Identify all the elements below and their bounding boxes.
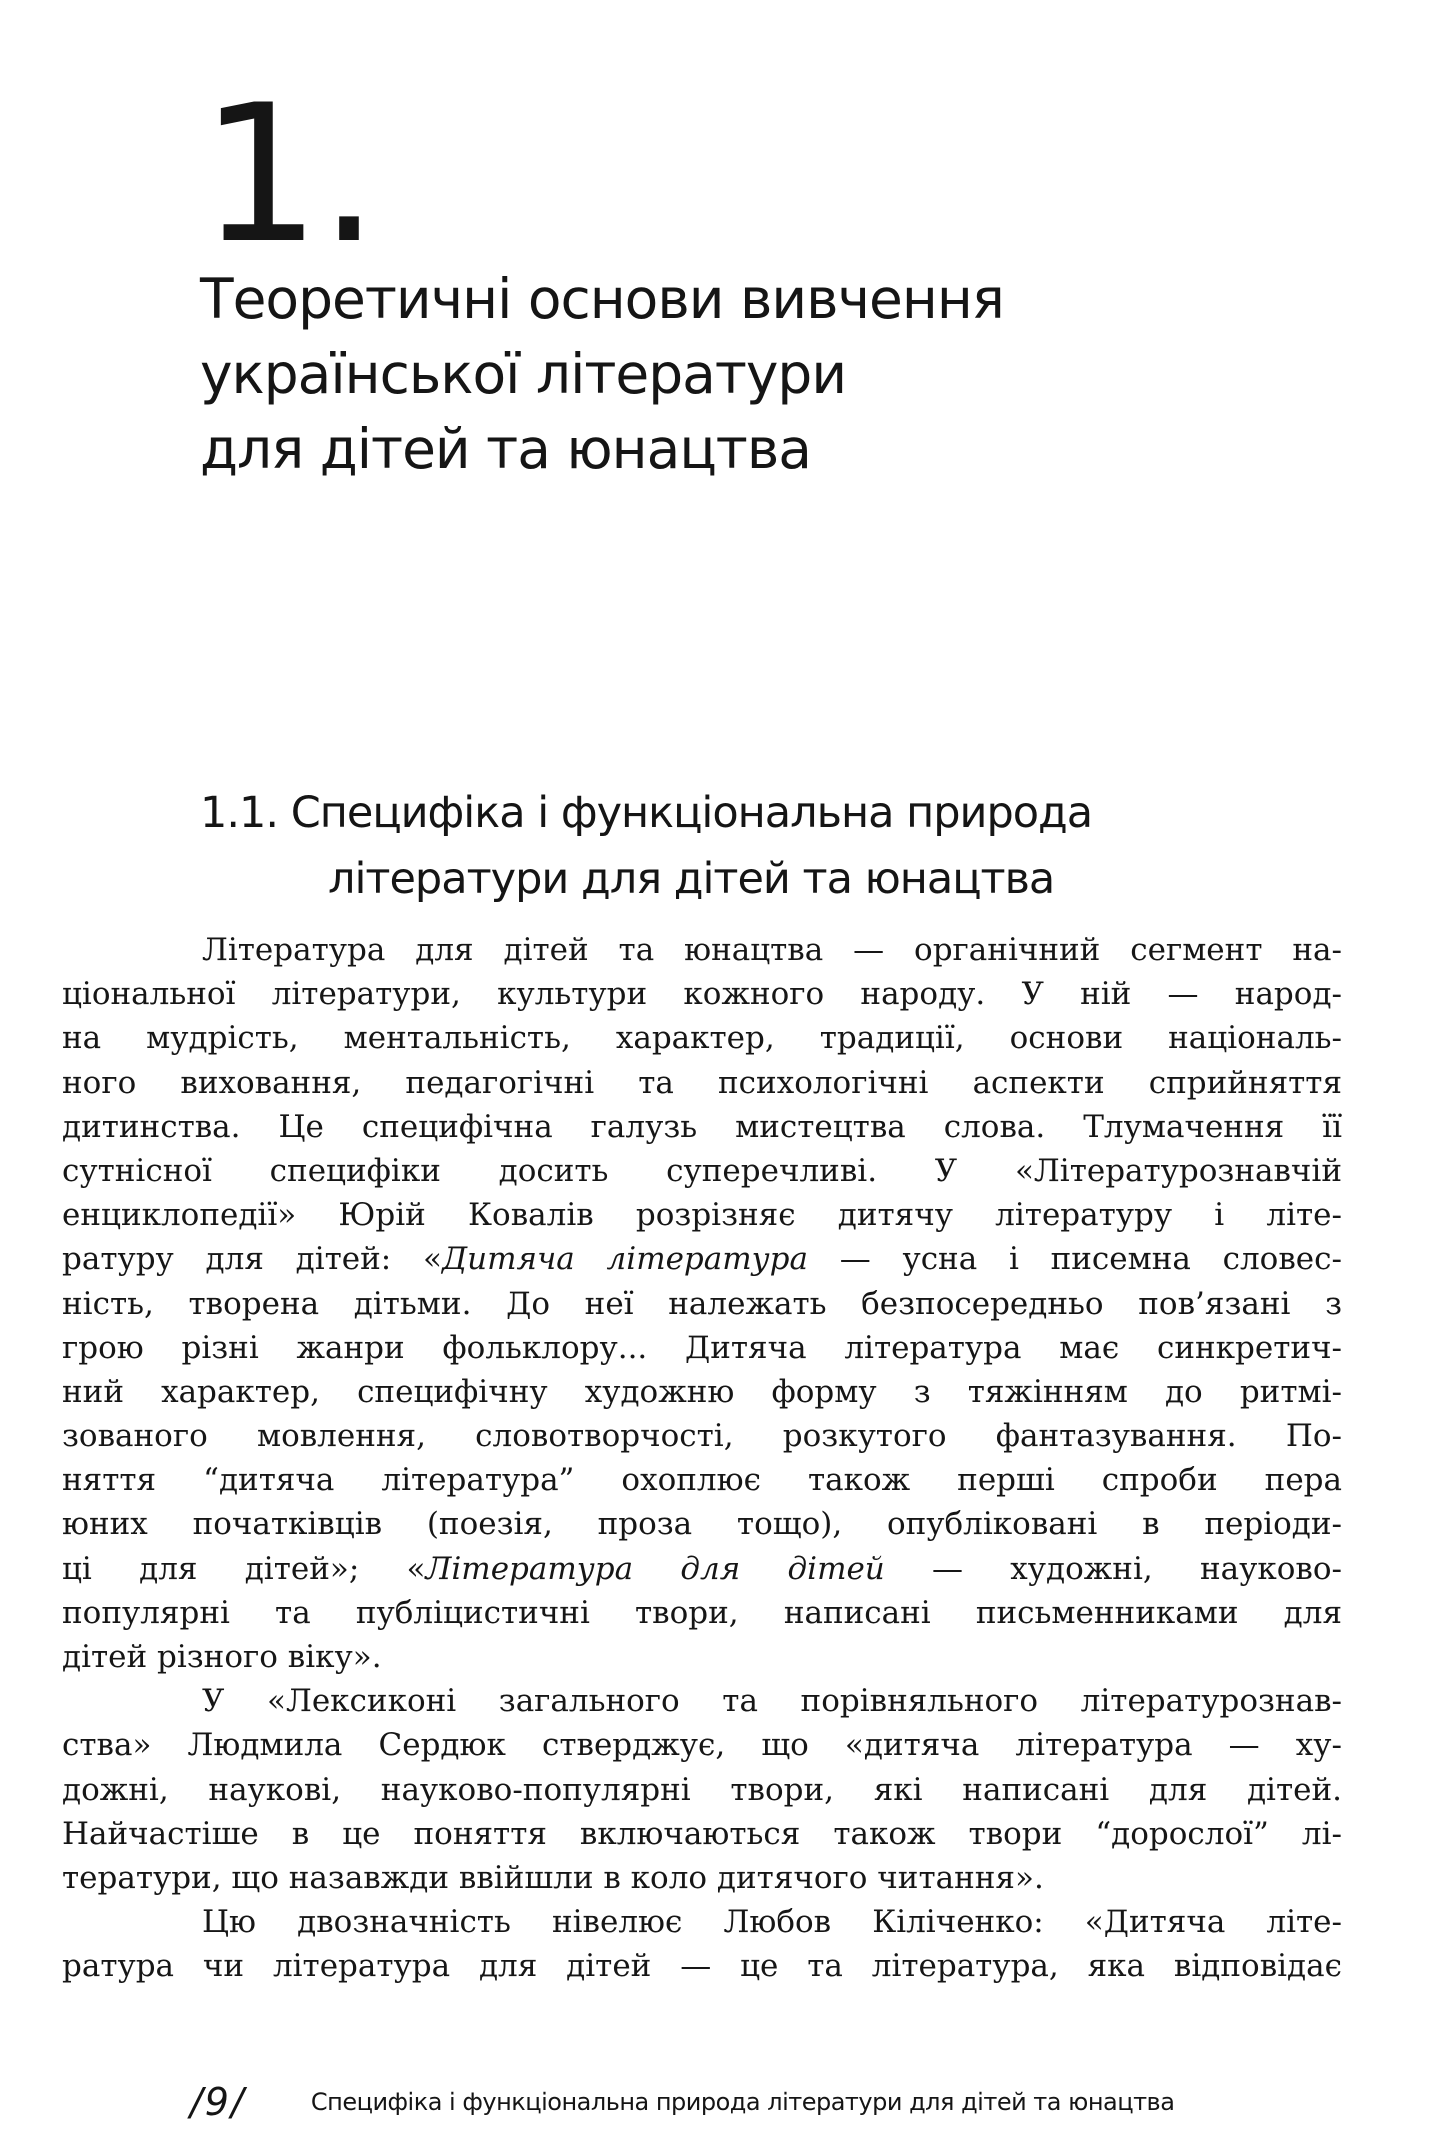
italic-term: Дитяча література bbox=[441, 1241, 808, 1278]
text-line bbox=[62, 1547, 1342, 1591]
running-head: Специфіка і функціональна природа літератури для дітей та юнацтва bbox=[310, 2088, 1175, 2116]
text-line: на мудрість, ментальність, характер, традиції, основи національ- bbox=[62, 1020, 1342, 1057]
text-segment: ратуру для дітей: « bbox=[62, 1241, 442, 1278]
text-line bbox=[62, 1237, 1342, 1281]
text-segment: — художні, науково- bbox=[884, 1550, 1342, 1587]
page-number: /9/ bbox=[190, 2080, 246, 2124]
text-line: Цю двозначність нівелює Любов Кіліченко: «Дитяча літе- bbox=[202, 1904, 1342, 1941]
text-line: ність, творена дітьми. До неї належать безпосередньо пов’язані з bbox=[62, 1285, 1342, 1322]
text-line: ціональної літератури, культури кожного народу. У ній — народ- bbox=[62, 976, 1342, 1013]
text-line: ного виховання, педагогічні та психологічні аспекти сприйняття bbox=[62, 1064, 1342, 1101]
text-line: зованого мовлення, словотворчості, розкутого фантазування. По- bbox=[62, 1418, 1342, 1455]
italic-term: Література для дітей bbox=[425, 1550, 885, 1587]
chapter-title-line: української літератури bbox=[200, 342, 847, 406]
text-line: дожні, наукові, науково-популярні твори, які написані для дітей. bbox=[62, 1771, 1342, 1808]
body-text bbox=[62, 928, 1342, 1989]
chapter-title-line: для дітей та юнацтва bbox=[200, 417, 811, 481]
text-segment: ці для дітей»; « bbox=[62, 1550, 426, 1587]
text-line: популярні та публіцистичні твори, написані письменниками для bbox=[62, 1594, 1342, 1631]
text-line: енциклопедії» Юрій Ковалів розрізняє дитячу літературу і літе- bbox=[62, 1197, 1342, 1234]
text-line: ратура чи література для дітей — це та література, яка відповідає bbox=[62, 1948, 1342, 1985]
section-heading bbox=[200, 780, 1340, 912]
text-line: няття “дитяча література” охоплює також перші спроби пера bbox=[62, 1462, 1342, 1499]
text-line: У «Лексиконі загального та порівняльного літературознав- bbox=[202, 1683, 1342, 1720]
text-line: дитинства. Це специфічна галузь мистецтва слова. Тлумачення її bbox=[62, 1108, 1342, 1145]
page-footer bbox=[190, 2080, 1390, 2124]
text-line: грою різні жанри фольклору... Дитяча література має синкретич- bbox=[62, 1329, 1342, 1366]
section-heading-line: літератури для дітей та юнацтва bbox=[328, 854, 1055, 904]
text-line: Література для дітей та юнацтва — органічний сегмент на- bbox=[202, 932, 1342, 968]
text-line: дітей різного віку». bbox=[62, 1639, 382, 1675]
text-line: юних початківців (поезія, проза тощо), опубліковані в періоди- bbox=[62, 1506, 1342, 1543]
chapter-title bbox=[200, 262, 1350, 487]
text-line: ства» Людмила Сердюк стверджує, що «дитяча література — ху- bbox=[62, 1727, 1342, 1764]
text-line: тератури, що назавжди ввійшли в коло дитячого читання». bbox=[62, 1859, 1044, 1896]
chapter-number: 1. bbox=[200, 64, 378, 285]
text-segment: — усна і писемна словес- bbox=[807, 1241, 1342, 1278]
chapter-title-line: Теоретичні основи вивчення bbox=[200, 267, 1004, 331]
section-heading-line: 1.1. Специфіка і функціональна природа bbox=[200, 788, 1093, 838]
text-line: сутнісної специфіки досить суперечливі. У «Літературознавчій bbox=[62, 1152, 1342, 1189]
text-line: Найчастіше в це поняття включаються також твори “дорослої” лі- bbox=[62, 1815, 1342, 1852]
text-line: ний характер, специфічну художню форму з тяжінням до ритмі- bbox=[62, 1373, 1342, 1410]
